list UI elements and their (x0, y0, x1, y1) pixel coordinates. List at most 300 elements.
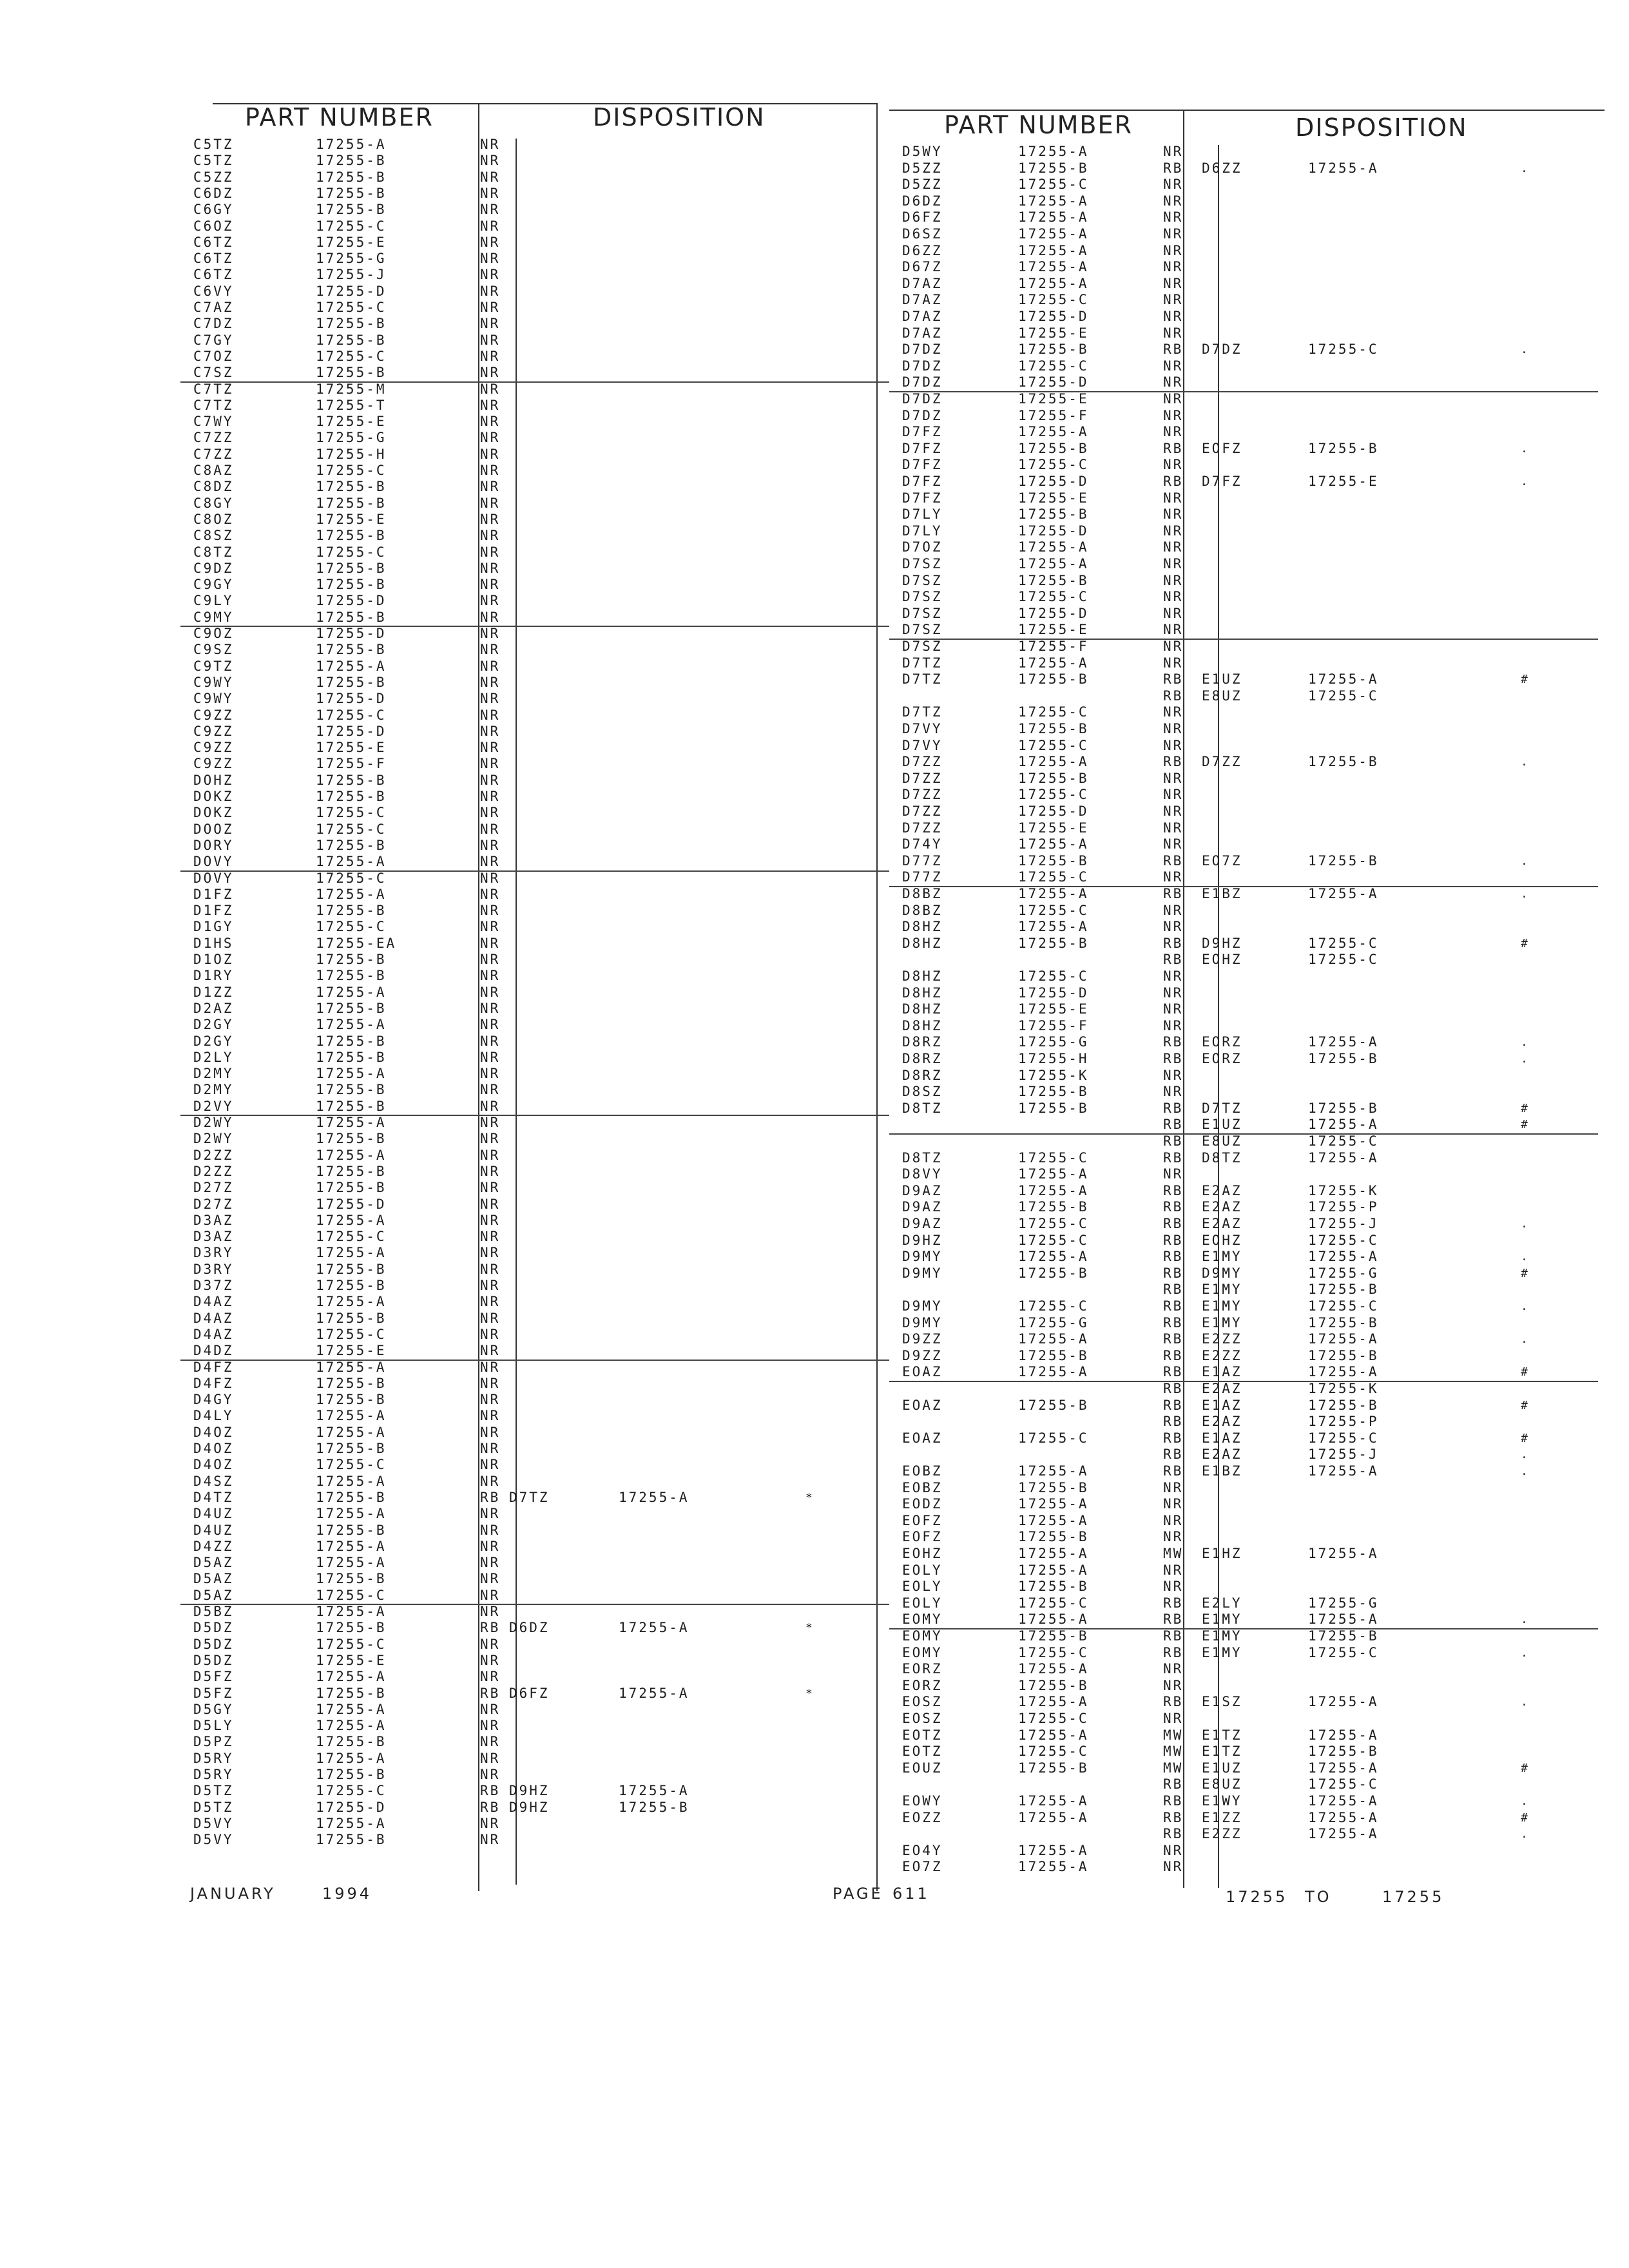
part-prefix: C7GY (193, 332, 234, 348)
part-prefix: D7DZ (902, 341, 943, 358)
part-number: 17255-B (316, 609, 387, 625)
disposition-part-prefix: D6ZZ (1202, 160, 1242, 176)
disposition-code: NR (1163, 193, 1184, 209)
disposition-code: MW (1163, 1760, 1184, 1776)
disposition-code: NR (480, 1815, 501, 1831)
disposition-code: NR (1163, 1067, 1184, 1083)
disposition-code: NR (480, 446, 501, 462)
part-number: 17255-F (1018, 639, 1089, 654)
part-number: 17255-A (316, 137, 387, 152)
disposition-code: NR (480, 1457, 501, 1473)
disposition-code: RB (1163, 1611, 1184, 1628)
disposition-code: NR (480, 1375, 501, 1391)
part-number: 17255-B (316, 837, 387, 853)
disposition-code: NR (480, 674, 501, 690)
disposition-code: NR (480, 1506, 501, 1522)
part-number: 17255-C (316, 218, 387, 234)
part-number: 17255-E (316, 740, 387, 756)
part-number: 17255-A (1018, 1842, 1089, 1858)
disposition-code: NR (480, 300, 501, 315)
part-prefix: C9DZ (193, 560, 234, 576)
part-number: 17255-A (1018, 1512, 1089, 1528)
disposition-code: NR (480, 952, 501, 967)
part-prefix: D7ZZ (902, 803, 943, 819)
disposition-code: NR (1163, 919, 1184, 935)
part-number: 17255-D (1018, 523, 1089, 539)
disposition-mark: . (1521, 755, 1528, 769)
disposition-part-prefix: E1UZ (1202, 1760, 1242, 1776)
disposition-code: NR (1163, 1711, 1184, 1726)
part-prefix: D7ZZ (902, 787, 943, 803)
disposition-code: NR (480, 169, 501, 185)
part-number: 17255-B (316, 772, 387, 788)
disposition-part-number: 17255-B (1308, 1397, 1379, 1413)
part-prefix: D5PZ (193, 1734, 234, 1750)
part-number: 17255-D (316, 723, 387, 739)
disposition-part-prefix: E1WY (1202, 1793, 1242, 1809)
disposition-part-number: 17255-A (1308, 1149, 1379, 1166)
part-number: 17255-B (316, 903, 387, 919)
part-number: 17255-G (316, 251, 387, 267)
part-prefix: D4SZ (193, 1473, 234, 1489)
part-prefix: DOOZ (193, 821, 234, 837)
disposition-code: NR (1163, 292, 1184, 308)
disposition-code: RB (1163, 1199, 1184, 1215)
disposition-code: NR (480, 593, 501, 609)
part-prefix: D7ZZ (902, 754, 943, 770)
part-prefix: D5AZ (193, 1555, 234, 1571)
disposition-code: RB (1163, 1232, 1184, 1248)
disposition-mark: # (1521, 1118, 1528, 1132)
disposition-part-number: 17255-A (1308, 1463, 1379, 1479)
disposition-code: NR (480, 1424, 501, 1440)
disposition-code: RB (1163, 160, 1184, 176)
part-prefix: D5VY (193, 1815, 234, 1831)
disposition-part-number: 17255-C (1308, 687, 1379, 704)
part-prefix: C6TZ (193, 234, 234, 250)
disposition-mark: . (1521, 1250, 1528, 1264)
part-number: 17255-G (1018, 1314, 1089, 1331)
disposition-part-prefix: E2ZZ (1202, 1347, 1242, 1363)
part-prefix: D2WY (193, 1131, 234, 1147)
part-prefix: D7SZ (902, 622, 943, 638)
part-number: 17255-B (1018, 1397, 1089, 1413)
part-prefix: D7TZ (902, 704, 943, 720)
disposition-code: RB (1163, 1414, 1184, 1430)
disposition-code: NR (480, 381, 501, 397)
part-prefix: D8HZ (902, 985, 943, 1001)
part-prefix: D1FZ (193, 886, 234, 902)
part-prefix: D2ZZ (193, 1147, 234, 1163)
part-number: 17255-C (316, 919, 387, 935)
part-prefix: D9AZ (902, 1199, 943, 1215)
part-number: 17255-D (316, 626, 387, 641)
part-number: 17255-A (316, 1669, 387, 1685)
part-number: 17255-A (316, 1359, 387, 1375)
part-number: 17255-A (1018, 1182, 1089, 1198)
disposition-code: NR (480, 1131, 501, 1147)
part-number: 17255-B (1018, 852, 1089, 869)
disposition-code: NR (1163, 424, 1184, 440)
disposition-code: NR (480, 903, 501, 919)
disposition-code: RB (1163, 1034, 1184, 1050)
part-prefix: D6ZZ (902, 242, 943, 258)
part-prefix: EOTZ (902, 1744, 943, 1760)
part-prefix: EOZZ (902, 1809, 943, 1825)
part-number: 17255-A (1018, 1793, 1089, 1809)
disposition-code: RB (1163, 687, 1184, 704)
disposition-code: RB (1163, 440, 1184, 456)
disposition-code: NR (1163, 1859, 1184, 1875)
part-number: 17255-D (1018, 803, 1089, 819)
disposition-part-prefix: E1MY (1202, 1644, 1242, 1660)
disposition-part-prefix: D6DZ (509, 1620, 550, 1636)
part-number: 17255-C (316, 821, 387, 837)
disposition-part-prefix: EOHZ (1202, 952, 1242, 968)
disposition-code: NR (1163, 523, 1184, 539)
disposition-code: NR (1163, 556, 1184, 572)
disposition-code: NR (480, 1294, 501, 1310)
footer-page-number: 611 (892, 1885, 930, 1903)
footer-range-to: 17255 (1382, 1888, 1445, 1906)
part-number: 17255-G (316, 430, 387, 446)
part-prefix: EOSZ (902, 1711, 943, 1726)
part-number: 17255-B (316, 1767, 387, 1782)
part-number: 17255-A (316, 1212, 387, 1228)
disposition-part-number: 17255-A (619, 1489, 689, 1505)
part-prefix: D7ZZ (902, 820, 943, 836)
disposition-code: RB (480, 1783, 501, 1799)
part-number: 17255-A (316, 1701, 387, 1717)
part-number: 17255-A (1018, 424, 1089, 440)
disposition-part-number: 17255-C (1308, 1776, 1379, 1792)
disposition-code: NR (480, 609, 501, 625)
part-number: 17255-C (1018, 1216, 1089, 1231)
disposition-code: NR (480, 984, 501, 1000)
part-number: 17255-B (1018, 1347, 1089, 1363)
part-number: 17255-C (1018, 1711, 1089, 1726)
disposition-mark: . (1521, 1332, 1528, 1347)
disposition-code: NR (480, 1017, 501, 1033)
disposition-code: RB (1163, 1265, 1184, 1281)
disposition-mark: . (1521, 1465, 1528, 1478)
disposition-code: NR (480, 414, 501, 430)
part-prefix: D5AZ (193, 1571, 234, 1587)
disposition-code: NR (1163, 374, 1184, 390)
disposition-code: NR (480, 854, 501, 870)
disposition-code: NR (1163, 391, 1184, 407)
part-number: 17255-B (1018, 1100, 1089, 1116)
disposition-part-prefix: D9MY (1202, 1265, 1242, 1281)
part-prefix: EOLY (902, 1562, 943, 1578)
part-number: 17255-C (316, 805, 387, 821)
part-number: 17255-A (316, 1750, 387, 1766)
part-number: 17255-B (316, 1310, 387, 1326)
part-number: 17255-H (316, 446, 387, 462)
disposition-mark: # (1521, 936, 1528, 950)
disposition-code: MW (1163, 1727, 1184, 1743)
part-prefix: EOAZ (902, 1364, 943, 1380)
disposition-code: NR (480, 251, 501, 267)
disposition-part-number: 17255-A (1308, 1793, 1379, 1809)
disposition-part-number: 17255-C (1308, 1298, 1379, 1314)
disposition-part-number: 17255-C (1308, 952, 1379, 968)
disposition-part-prefix: E2ZZ (1202, 1331, 1242, 1347)
disposition-code: MW (1163, 1744, 1184, 1760)
disposition-part-prefix: E1MY (1202, 1628, 1242, 1644)
part-prefix: D4LY (193, 1408, 234, 1424)
part-number: 17255-A (316, 984, 387, 1000)
part-prefix: D2MY (193, 1082, 234, 1098)
part-prefix: EOAZ (902, 1397, 943, 1413)
part-prefix: D7TZ (902, 655, 943, 671)
disposition-part-prefix: E1BZ (1202, 886, 1242, 901)
disposition-part-prefix: E1AZ (1202, 1364, 1242, 1380)
part-prefix: C5ZZ (193, 169, 234, 185)
disposition-mark: . (1521, 1695, 1528, 1709)
part-prefix: D5FZ (193, 1685, 234, 1701)
part-prefix: D1ZZ (193, 984, 234, 1000)
part-number: 17255-A (1018, 1463, 1089, 1479)
part-number: 17255-C (316, 348, 387, 364)
part-number: 17255-B (316, 1522, 387, 1538)
part-number: 17255-B (316, 365, 387, 381)
part-number: 17255-A (316, 1066, 387, 1082)
part-number: 17255-A (1018, 1166, 1089, 1182)
disposition-part-prefix: D7TZ (1202, 1100, 1242, 1116)
disposition-part-prefix: E1MY (1202, 1611, 1242, 1628)
disposition-code: NR (1163, 309, 1184, 324)
disposition-part-number: 17255-B (1308, 1282, 1379, 1298)
part-prefix: C9WY (193, 691, 234, 707)
disposition-code: NR (480, 185, 501, 201)
left-column-divider (478, 103, 479, 1891)
part-prefix: D9AZ (902, 1216, 943, 1231)
part-prefix: D4UZ (193, 1522, 234, 1538)
part-prefix: D3RY (193, 1261, 234, 1277)
part-number: 17255-C (1018, 292, 1089, 308)
disposition-code: NR (1163, 737, 1184, 753)
part-number: 17255-B (316, 1832, 387, 1848)
disposition-part-prefix: D7FZ (1202, 474, 1242, 489)
part-prefix: D7FZ (902, 490, 943, 506)
disposition-code: NR (480, 707, 501, 723)
part-prefix: EO4Y (902, 1842, 943, 1858)
part-number: 17255-C (316, 1326, 387, 1342)
part-prefix: D5DZ (193, 1620, 234, 1636)
part-prefix: C9ZZ (193, 707, 234, 723)
part-number: 17255-B (1018, 1677, 1089, 1693)
disposition-code: NR (480, 577, 501, 593)
disposition-code: NR (1163, 622, 1184, 638)
part-number: 17255-C (1018, 1744, 1089, 1760)
part-prefix: D5AZ (193, 1587, 234, 1603)
disposition-code: RB (1163, 1809, 1184, 1825)
part-prefix: C7OZ (193, 348, 234, 364)
part-number: 17255-E (316, 234, 387, 250)
disposition-code: NR (480, 1604, 501, 1619)
part-prefix: C7TZ (193, 381, 234, 397)
part-prefix: D8HZ (902, 968, 943, 984)
disposition-code: NR (1163, 358, 1184, 374)
part-prefix: D7SZ (902, 605, 943, 621)
part-prefix: D9MY (902, 1265, 943, 1281)
part-prefix: D1RY (193, 968, 234, 984)
part-number: 17255-B (316, 1620, 387, 1636)
disposition-code: NR (480, 723, 501, 739)
disposition-part-number: 17255-J (1308, 1446, 1379, 1463)
disposition-code: NR (480, 1033, 501, 1049)
part-number: 17255-B (1018, 1084, 1089, 1100)
part-prefix: D8HZ (902, 1017, 943, 1033)
disposition-code: NR (480, 365, 501, 381)
part-number: 17255-A (316, 1473, 387, 1489)
disposition-code: NR (480, 837, 501, 853)
disposition-part-prefix: E1AZ (1202, 1397, 1242, 1413)
disposition-part-number: 17255-A (1308, 1694, 1379, 1710)
part-prefix: D4AZ (193, 1326, 234, 1342)
part-prefix: DOVY (193, 854, 234, 870)
part-number: 17255-B (1018, 160, 1089, 176)
part-number: 17255-B (316, 1131, 387, 1147)
center-divider (876, 103, 878, 1891)
disposition-code: RB (1163, 952, 1184, 968)
disposition-part-number: 17255-A (1308, 1826, 1379, 1842)
disposition-code: RB (1163, 1117, 1184, 1133)
part-number: 17255-A (316, 1718, 387, 1734)
disposition-part-prefix: E2AZ (1202, 1199, 1242, 1215)
part-prefix: EO7Z (902, 1859, 943, 1875)
footer-range-from: 17255 (1226, 1888, 1288, 1906)
part-prefix: EOLY (902, 1595, 943, 1611)
disposition-part-prefix: EORZ (1202, 1051, 1242, 1066)
disposition-code: RB (1163, 1776, 1184, 1792)
part-number: 17255-C (1018, 1430, 1089, 1446)
part-number: 17255-B (1018, 506, 1089, 523)
disposition-part-number: 17255-A (1308, 1760, 1379, 1776)
part-number: 17255-A (1018, 1661, 1089, 1677)
footer-range-to-label: TO (1305, 1888, 1332, 1906)
part-number: 17255-C (316, 1229, 387, 1245)
part-prefix: D5DZ (193, 1636, 234, 1652)
part-prefix: C7AZ (193, 300, 234, 315)
disposition-part-prefix: D9HZ (509, 1799, 550, 1815)
disposition-part-number: 17255-B (1308, 1100, 1379, 1116)
part-number: 17255-A (1018, 1562, 1089, 1578)
disposition-mark: . (1521, 1794, 1528, 1808)
disposition-code: RB (1163, 886, 1184, 901)
disposition-code: RB (1163, 1051, 1184, 1066)
part-number: 17255-C (1018, 589, 1089, 605)
part-prefix: EORZ (902, 1661, 943, 1677)
part-prefix: D6SZ (902, 226, 943, 242)
part-prefix: D8RZ (902, 1051, 943, 1066)
part-number: 17255-G (1018, 1034, 1089, 1050)
disposition-part-prefix: E8UZ (1202, 687, 1242, 704)
part-number: 17255-A (316, 1408, 387, 1424)
disposition-code: RB (1163, 1314, 1184, 1331)
part-prefix: D8RZ (902, 1034, 943, 1050)
disposition-code: NR (480, 1163, 501, 1179)
part-number: 17255-A (1018, 1331, 1089, 1347)
part-number: 17255-B (1018, 1628, 1089, 1644)
disposition-part-number: 17255-A (1308, 1034, 1379, 1050)
disposition-part-prefix: EOHZ (1202, 1232, 1242, 1248)
disposition-part-prefix: E1UZ (1202, 671, 1242, 687)
disposition-code: NR (1163, 226, 1184, 242)
part-number: 17255-A (1018, 1364, 1089, 1380)
disposition-code: NR (1163, 506, 1184, 523)
part-number: 17255-B (1018, 1579, 1089, 1595)
part-number: 17255-B (316, 1082, 387, 1098)
part-number: 17255-B (316, 789, 387, 804)
disposition-code: NR (1163, 721, 1184, 736)
disposition-part-number: 17255-P (1308, 1414, 1379, 1430)
disposition-part-number: 17255-B (1308, 1744, 1379, 1760)
disposition-part-prefix: E2ZZ (1202, 1826, 1242, 1842)
part-prefix: D5GY (193, 1701, 234, 1717)
disposition-part-number: 17255-B (1308, 1314, 1379, 1331)
part-prefix: D7LY (902, 506, 943, 523)
part-prefix: D7TZ (902, 671, 943, 687)
part-number: 17255-B (316, 495, 387, 511)
disposition-code: NR (480, 1587, 501, 1603)
disposition-code: NR (480, 137, 501, 152)
part-prefix: EOFZ (902, 1512, 943, 1528)
disposition-part-number: 17255-A (1308, 1331, 1379, 1347)
disposition-code: NR (480, 1832, 501, 1848)
part-number: 17255-B (1018, 440, 1089, 456)
disposition-code: NR (480, 316, 501, 332)
disposition-code: NR (480, 1310, 501, 1326)
part-number: 17255-A (1018, 1611, 1089, 1628)
part-prefix: D5WY (902, 144, 943, 159)
part-number: 17255-A (316, 854, 387, 870)
part-prefix: D1OZ (193, 952, 234, 967)
part-prefix: D3AZ (193, 1212, 234, 1228)
part-prefix: C9ZZ (193, 740, 234, 756)
part-number: 17255-B (316, 316, 387, 332)
disposition-part-prefix: EOFZ (1202, 440, 1242, 456)
part-number: 17255-A (316, 1538, 387, 1554)
part-prefix: D4ZZ (193, 1538, 234, 1554)
part-prefix: D67Z (902, 259, 943, 275)
part-prefix: C5TZ (193, 137, 234, 152)
disposition-code: NR (480, 1555, 501, 1571)
part-number: 17255-E (1018, 325, 1089, 341)
part-number: 17255-H (1018, 1051, 1089, 1066)
disposition-code: RB (1163, 1282, 1184, 1298)
part-number: 17255-A (316, 1506, 387, 1522)
part-prefix: D37Z (193, 1278, 234, 1293)
part-prefix: C9MY (193, 609, 234, 625)
disposition-code: NR (480, 968, 501, 984)
disposition-code: NR (480, 560, 501, 576)
part-number: 17255-C (1018, 1298, 1089, 1314)
disposition-code: NR (480, 1522, 501, 1538)
part-prefix: D8HZ (902, 1001, 943, 1017)
part-number: 17255-A (1018, 886, 1089, 901)
part-number: 17255-A (1018, 242, 1089, 258)
disposition-code: NR (480, 1180, 501, 1196)
part-number: 17255-A (1018, 1249, 1089, 1265)
part-number: 17255-B (316, 1441, 387, 1456)
disposition-code: RB (1163, 341, 1184, 358)
part-number: 17255-E (1018, 622, 1089, 638)
part-prefix: D4FZ (193, 1375, 234, 1391)
disposition-code: RB (1163, 1644, 1184, 1660)
part-number: 17255-A (1018, 1809, 1089, 1825)
